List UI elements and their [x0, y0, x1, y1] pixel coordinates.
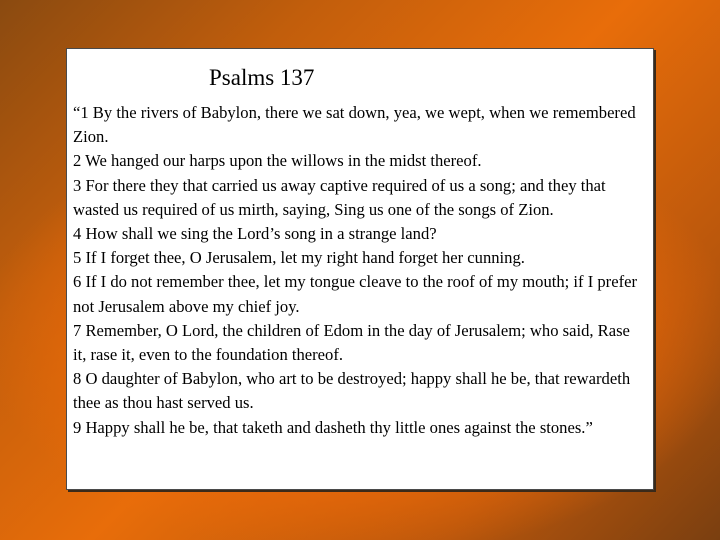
verse-4: 4 How shall we sing the Lord’s song in a strange land? [73, 224, 437, 244]
verse-9: 9 Happy shall he be, that taketh and dasheth thy little ones against the stones.” [73, 417, 593, 437]
verse-7: 7 Remember, O Lord, the children of Edom in the day of Jerusalem; who said, Rase it, rase it, even to the foundation thereof. [73, 320, 630, 365]
verse-5: 5 If I forget thee, O Jerusalem, let my right hand forget her cunning. [73, 248, 525, 268]
verse-2: 2 We hanged our harps upon the willows in the midst thereof. [73, 151, 482, 171]
scripture-text-box [66, 48, 654, 490]
verse-8: 8 O daughter of Babylon, who art to be destroyed; happy shall he be, that rewardeth thee as thou hast served us. [73, 369, 631, 413]
verse-6: 6 If I do not remember thee, let my tongue cleave to the roof of my mouth; if I prefer not Jerusalem above my chief joy. [73, 272, 637, 316]
verse-list [73, 101, 645, 440]
slide-title: Psalms 137 [209, 65, 315, 90]
verse-1: “1 By the rivers of Babylon, there we sat down, yea, we wept, when we remembered Zion. [73, 103, 636, 147]
verse-3: 3 For there they that carried us away captive required of us a song; and they that wasted us required of us mirth, saying, Sing us one of the songs of Zion. [73, 175, 606, 219]
